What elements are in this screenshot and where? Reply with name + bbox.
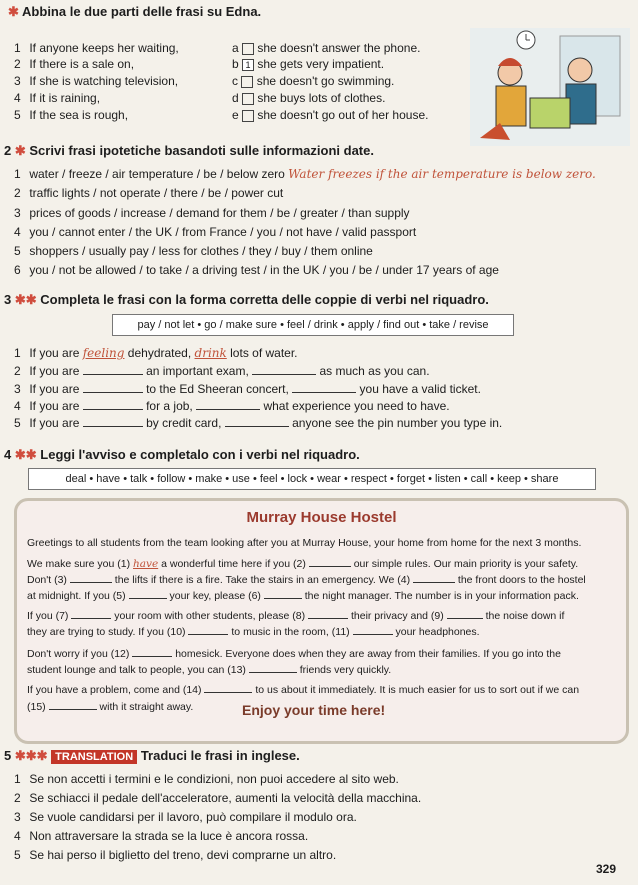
s2-item-4: 4 you / cannot enter / the UK / from France / you / not have / valid passport xyxy=(14,225,417,239)
s1-right-d: d she buys lots of clothes. xyxy=(232,91,386,105)
s1-left-3: 3 If she is watching television, xyxy=(14,74,179,88)
blank[interactable] xyxy=(292,382,356,393)
exercise-5-title: 5 ✱✱✱ TRANSLATION Traduci le frasi in inglese. xyxy=(4,748,300,763)
answer-box[interactable]: 1 xyxy=(242,59,254,71)
s5-item-4: 4 Non attraversare la strada se la luce è ancora rossa. xyxy=(14,829,309,843)
s3-item-4: 4 If you are for a job, what experience you need to have. xyxy=(14,399,450,413)
notice-line: We make sure you (1) have a wonderful time here if you (2) our simple rules. Our main priority is your safety. xyxy=(27,558,579,570)
s1-left-2: 2 If there is a sale on, xyxy=(14,57,135,71)
notice-closing: Enjoy your time here! xyxy=(242,702,386,718)
s1-right-b: b 1 she gets very impatient. xyxy=(232,57,385,71)
notice-line: Greetings to all students from the team looking after you at Murray House, your home from home for the next 3 months. xyxy=(27,537,582,549)
s2-item-5: 5 shoppers / usually pay / less for clothes / they / buy / them online xyxy=(14,244,373,258)
notice-line: If you have a problem, come and (14) to us about it immediately. It is much easier for us to sort out if we can xyxy=(27,684,580,696)
verb-pairs-box: pay / not let • go / make sure • feel / drink • apply / find out • take / revise xyxy=(112,314,514,336)
s5-item-3: 3 Se vuole candidarsi per il lavoro, può compilare il modulo ora. xyxy=(14,810,357,824)
translation-badge: TRANSLATION xyxy=(51,750,137,764)
s1-right-a: a she doesn't answer the phone. xyxy=(232,41,421,55)
blank[interactable] xyxy=(83,399,143,410)
s1-left-5: 5 If the sea is rough, xyxy=(14,108,129,122)
s2-item-3: 3 prices of goods / increase / demand for them / be / greater / than supply xyxy=(14,206,410,220)
hostel-notice xyxy=(14,498,629,744)
verbs-box: deal • have • talk • follow • make • use • feel • lock • wear • respect • forget • listen • call • keep • share xyxy=(28,468,596,490)
s5-item-1: 1 Se non accetti i termini e le condizioni, non puoi accedere al sito web. xyxy=(14,772,399,786)
s1-left-4: 4 If it is raining, xyxy=(14,91,101,105)
exercise-3-title: 3 ✱✱ Completa le frasi con la forma corretta delle coppie di verbi nel riquadro. xyxy=(4,292,489,307)
notice-line: Don't (3) the lifts if there is a fire. Take the stairs in an emergency. We (4) the front doors to the hostel xyxy=(27,574,586,586)
s3-item-3: 3 If you are to the Ed Sheeran concert, you have a valid ticket. xyxy=(14,382,481,396)
s3-item-1: 1 If you are feeling dehydrated, drink lots of water. xyxy=(14,346,298,360)
notice-line: (15) with it straight away. xyxy=(27,701,194,713)
s5-item-5: 5 Se hai perso il biglietto del treno, devi comprarne un altro. xyxy=(14,848,337,862)
notice-line: If you (7) your room with other students, please (8) their privacy and (9) the noise down if xyxy=(27,610,565,622)
notice-line: Don't worry if you (12) homesick. Everyone does when they are away from their families. If you go into the xyxy=(27,648,561,660)
blank[interactable] xyxy=(83,416,143,427)
blank[interactable] xyxy=(83,382,143,393)
s2-item-2: 2 traffic lights / not operate / there / be / power cut xyxy=(14,186,284,200)
notice-title: Murray House Hostel xyxy=(246,509,397,526)
s3-item-2: 2 If you are an important exam, as much as you can. xyxy=(14,364,430,378)
exercise-4-title: 4 ✱✱ Leggi l'avviso e completalo con i verbi nel riquadro. xyxy=(4,447,360,462)
blank[interactable] xyxy=(196,399,260,410)
answer-box[interactable] xyxy=(242,43,254,55)
answer-box[interactable] xyxy=(242,110,254,122)
notice-line: at midnight. If you (5) your key, please (6) the night manager. The number is in your information pack. xyxy=(27,590,579,602)
blank[interactable] xyxy=(83,364,143,375)
s1-left-1: 1 If anyone keeps her waiting, xyxy=(14,41,179,55)
notice-line: they are trying to study. If you (10) to music in the room, (11) your headphones. xyxy=(27,626,480,638)
answer-box[interactable] xyxy=(241,76,253,88)
exercise-2-title: 2 ✱ Scrivi frasi ipotetiche basandoti sulle informazioni date. xyxy=(4,143,374,158)
s2-item-6: 6 you / not be allowed / to take / a driving test / in the UK / you / be / under 17 years of age xyxy=(14,263,499,277)
s1-right-c: c she doesn't go swimming. xyxy=(232,74,395,88)
notice-line: student lounge and talk to people, you can (13) friends very quickly. xyxy=(27,664,392,676)
exercise-1-title: ✱ Abbina le due parti delle frasi su Edna. xyxy=(8,4,262,19)
blank[interactable] xyxy=(225,416,289,427)
s2-item-1: 1 water / freeze / air temperature / be / below zero Water freezes if the air temperature is below zero. xyxy=(14,167,596,181)
shop-illustration xyxy=(470,28,630,146)
page-number: 329 xyxy=(596,862,617,876)
answer-box[interactable] xyxy=(242,93,254,105)
blank[interactable] xyxy=(252,364,316,375)
s3-item-5: 5 If you are by credit card, anyone see the pin number you type in. xyxy=(14,416,503,430)
s5-item-2: 2 Se schiacci il pedale dell'acceleratore, aumenti la velocità della macchina. xyxy=(14,791,422,805)
s1-right-e: e she doesn't go out of her house. xyxy=(232,108,429,122)
